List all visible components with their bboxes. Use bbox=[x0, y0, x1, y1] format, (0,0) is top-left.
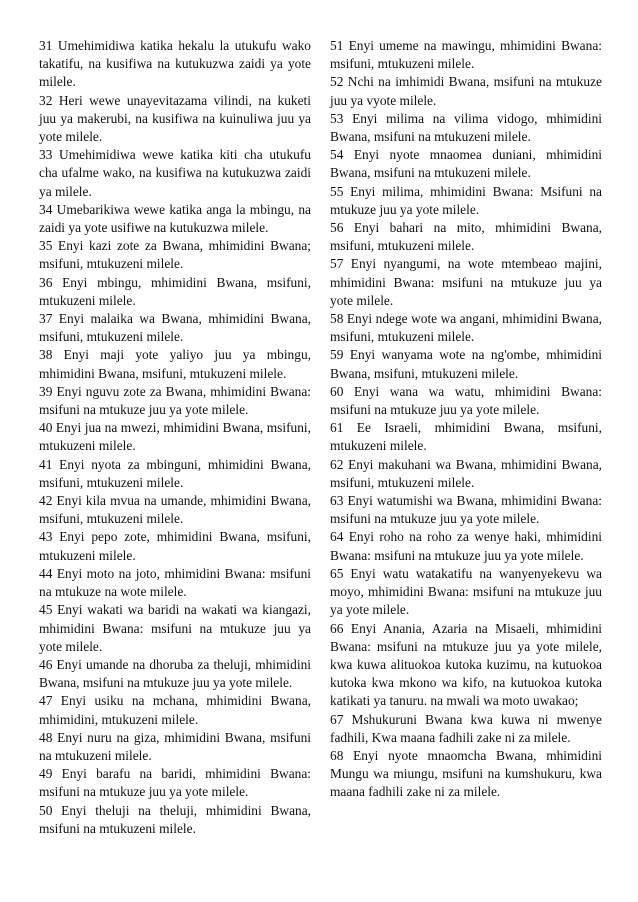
verse-68: 68 Enyi nyote mnaomcha Bwana, mhimidini Mungu wa miungu, msifuni na kumshukuru, kwa maana fadhili zake ni za milele. bbox=[330, 747, 602, 800]
verse-40: 40 Enyi jua na mwezi, mhimidini Bwana, msifuni, mtukuzeni milele. bbox=[39, 420, 311, 454]
verse-50: 50 Enyi theluji na theluji, mhimidini Bwana, msifuni na mtukuzeni milele. bbox=[39, 802, 311, 836]
verse-64: 64 Enyi roho na roho za wenye haki, mhimidini Bwana: msifuni na mtukuze juu ya yote milele. bbox=[330, 529, 602, 563]
verse-51: 51 Enyi umeme na mawingu, mhimidini Bwana: msifuni, mtukuzeni milele. bbox=[330, 38, 602, 72]
verse-36: 36 Enyi mbingu, mhimidini Bwana, msifuni, mtukuzeni milele. bbox=[39, 274, 311, 308]
verse-57: 57 Enyi nyangumi, na wote mtembeao majini, mhimidini Bwana: msifuni na mtukuze juu ya yote milele. bbox=[330, 256, 602, 308]
verse-54: 54 Enyi nyote mnaomea duniani, mhimidini Bwana, msifuni na mtukuzeni milele. bbox=[330, 147, 602, 181]
verse-39: 39 Enyi nguvu zote za Bwana, mhimidini Bwana: msifuni na mtukuze juu ya yote milele. bbox=[39, 383, 311, 418]
verse-61: 61 Ee Israeli, mhimidini Bwana, msifuni, mtukuzeni milele. bbox=[330, 420, 602, 454]
verse-32: 32 Heri wewe unayevitazama vilindi, na kuketi juu ya makerubi, na kusifiwa na kuinuliwa juu ya yote milele. bbox=[39, 92, 311, 145]
verse-31: 31 Umehimidiwa katika hekalu la utukufu wako takatifu, na kusifiwa na kutukuzwa zaidi ya yote milele. bbox=[39, 38, 311, 90]
verse-48: 48 Enyi nuru na giza, mhimidini Bwana, msifuni na mtukuzeni milele. bbox=[39, 729, 311, 763]
verse-52: 52 Nchi na imhimidi Bwana, msifuni na mtukuze juu ya vyote milele. bbox=[330, 74, 602, 108]
verse-41: 41 Enyi nyota za mbinguni, mhimidini Bwana, msifuni, mtukuzeni milele. bbox=[39, 456, 311, 490]
verse-33: 33 Umehimidiwa wewe katika kiti cha utukufu cha ufalme wako, na kusifiwa na kutukuzwa zaidi ya milele. bbox=[39, 147, 311, 199]
verse-43: 43 Enyi pepo zote, mhimidini Bwana, msifuni, mtukuzeni milele. bbox=[39, 529, 311, 563]
verse-37: 37 Enyi malaika wa Bwana, mhimidini Bwana, msifuni, mtukuzeni milele. bbox=[39, 311, 311, 345]
verse-35: 35 Enyi kazi zote za Bwana, mhimidini Bwana; msifuni, mtukuzeni milele. bbox=[39, 238, 311, 272]
verse-63: 63 Enyi watumishi wa Bwana, mhimidini Bwana: msifuni na mtukuze juu ya yote milele. bbox=[330, 493, 602, 527]
verse-58: 58 Enyi ndege wote wa angani, mhimidini Bwana, msifuni, mtukuzeni milele. bbox=[330, 311, 602, 345]
verse-53: 53 Enyi milima na vilima vidogo, mhimidini Bwana, msifuni na mtukuzeni milele. bbox=[330, 110, 602, 145]
verse-49: 49 Enyi barafu na baridi, mhimidini Bwana: msifuni na mtukuze juu ya yote milele. bbox=[39, 766, 311, 800]
verse-45: 45 Enyi wakati wa baridi na wakati wa kiangazi, mhimidini Bwana: msifuni na mtukuze juu ya yote milele. bbox=[39, 602, 311, 654]
verse-59: 59 Enyi wanyama wote na ng'ombe, mhimidini Bwana, msifuni, mtukuzeni milele. bbox=[330, 347, 602, 381]
verse-65: 65 Enyi watu watakatifu na wanyenyekevu wa moyo, mhimidini Bwana: msifuni na mtukuze juu ya yote milele. bbox=[330, 565, 602, 618]
verse-66: 66 Enyi Anania, Azaria na Misaeli, mhimidini Bwana: msifuni na mtukuze juu ya yote milele, kwa kuwa alituokoa kutoka kuzimu, na kutuokoa kutoka kwa mkono wa kifo, na kutuokoa kutoka katikati ya tanuru. na mwali wa moto uwakao; bbox=[330, 620, 602, 709]
verse-34: 34 Umebarikiwa wewe katika anga la mbingu, na zaidi ya yote usifiwe na kutukuzwa milele. bbox=[39, 201, 311, 236]
verse-62: 62 Enyi makuhani wa Bwana, mhimidini Bwana, msifuni, mtukuzeni milele. bbox=[330, 456, 602, 490]
verse-55: 55 Enyi milima, mhimidini Bwana: Msifuni na mtukuze juu ya yote milele. bbox=[330, 183, 602, 217]
verse-60: 60 Enyi wana wa watu, mhimidini Bwana: msifuni na mtukuze juu ya yote milele. bbox=[330, 383, 602, 418]
verse-67: 67 Mshukuruni Bwana kwa kuwa ni mwenye fadhili, Kwa maana fadhili zake ni za milele. bbox=[330, 711, 602, 745]
verse-44: 44 Enyi moto na joto, mhimidini Bwana: msifuni na mtukuze na wote milele. bbox=[39, 565, 311, 600]
verse-42: 42 Enyi kila mvua na umande, mhimidini Bwana, msifuni, mtukuzeni milele. bbox=[39, 493, 311, 527]
right-column bbox=[330, 37, 602, 838]
left-column bbox=[39, 37, 311, 838]
document-page bbox=[39, 37, 602, 838]
verse-56: 56 Enyi bahari na mito, mhimidini Bwana, msifuni, mtukuzeni milele. bbox=[330, 220, 602, 254]
verse-38: 38 Enyi maji yote yaliyo juu ya mbingu, mhimidini Bwana, msifuni, mtukuzeni milele. bbox=[39, 347, 311, 381]
verse-47: 47 Enyi usiku na mchana, mhimidini Bwana, mhimidini, mtukuzeni milele. bbox=[39, 693, 311, 727]
verse-46: 46 Enyi umande na dhoruba za theluji, mhimidini Bwana, msifuni na mtukuze juu ya yote milele. bbox=[39, 656, 311, 691]
